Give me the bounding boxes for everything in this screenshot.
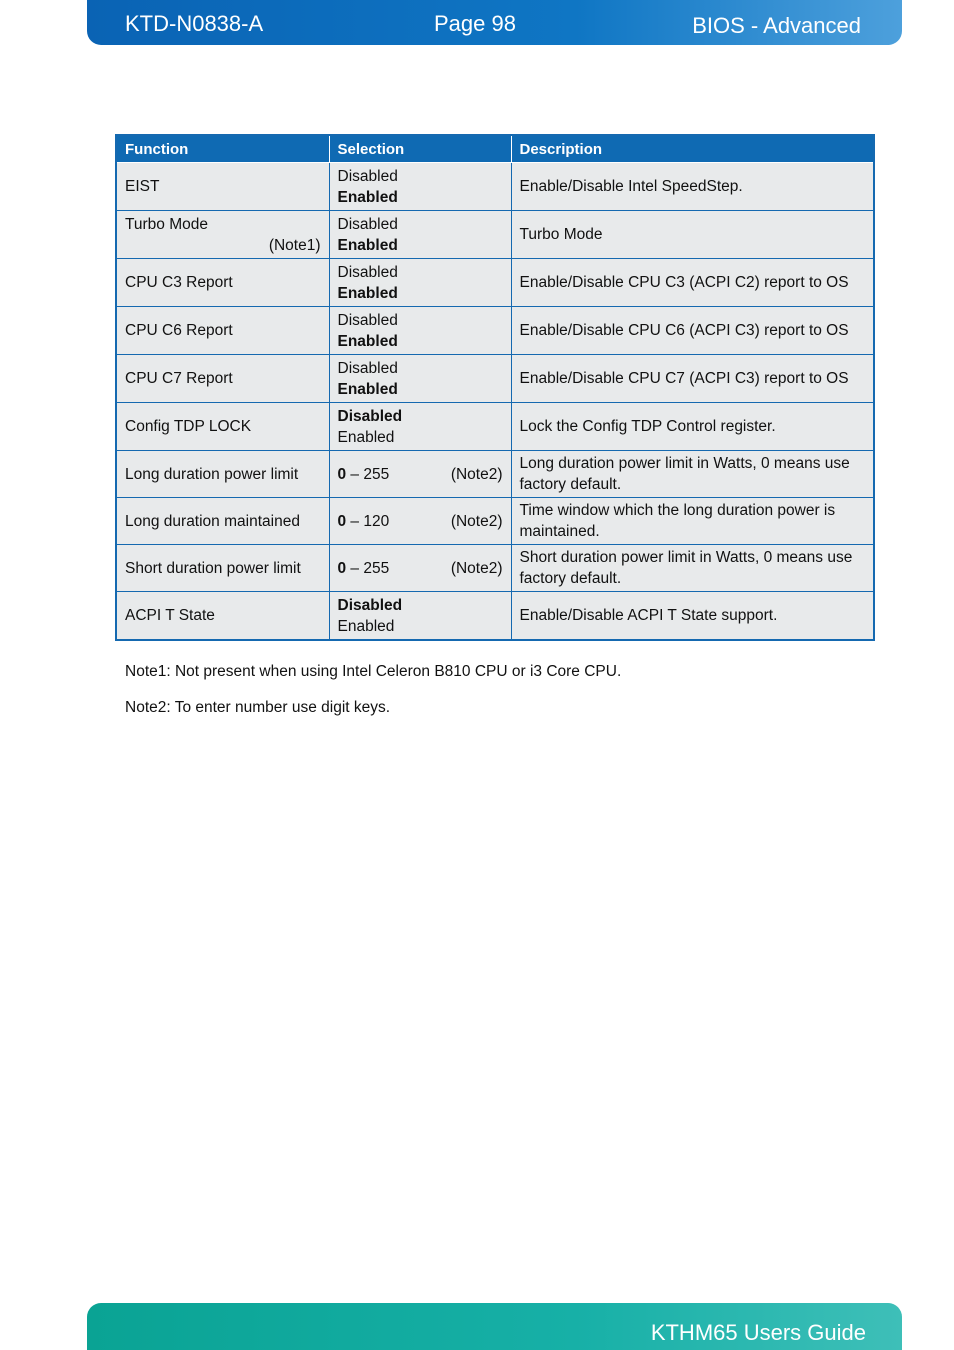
selection-cell xyxy=(329,163,511,211)
range-default: 0 xyxy=(337,559,347,577)
option-value: Disabled xyxy=(337,167,398,185)
document-id: KTD-N0838-A xyxy=(125,11,264,36)
function-cell: CPU C3 Report xyxy=(116,259,329,307)
function-cell: CPU C6 Report xyxy=(116,307,329,355)
function-note: (Note1) xyxy=(268,236,321,254)
note-1: Note1: Not present when using Intel Celeron B810 CPU or i3 Core CPU. xyxy=(125,663,622,680)
selection-cell xyxy=(329,307,511,355)
table-row xyxy=(116,307,874,355)
option-default-value: Enabled xyxy=(337,284,398,302)
option-value: Enabled xyxy=(337,617,395,635)
description-cell: Enable/Disable ACPI T State support. xyxy=(511,592,874,641)
table-row xyxy=(116,592,874,641)
selection-cell xyxy=(329,403,511,451)
description-cell: Enable/Disable CPU C6 (ACPI C3) report to OS xyxy=(511,307,874,355)
range-max: – 255 xyxy=(346,465,390,483)
table-row xyxy=(116,163,874,211)
section-title: BIOS - Advanced xyxy=(692,13,861,38)
table-row xyxy=(116,451,874,498)
description-cell: Short duration power limit in Watts, 0 means use factory default. xyxy=(511,545,874,592)
function-label: Turbo Mode xyxy=(125,215,208,233)
range-value xyxy=(338,558,503,579)
range-note: (Note2) xyxy=(450,512,503,530)
option-default-value: Enabled xyxy=(337,188,398,206)
table-row xyxy=(116,403,874,451)
table-row xyxy=(116,211,874,259)
range-default: 0 xyxy=(337,512,347,530)
option-value: Enabled xyxy=(337,428,395,446)
table-header-row xyxy=(116,135,874,163)
range-default: 0 xyxy=(337,465,347,483)
range-note: (Note2) xyxy=(450,559,503,577)
selection-cell xyxy=(329,592,511,641)
option-value: Disabled xyxy=(337,311,398,329)
function-cell: Config TDP LOCK xyxy=(116,403,329,451)
page-footer xyxy=(87,1303,902,1350)
column-header-selection: Selection xyxy=(329,135,511,163)
option-value: Disabled xyxy=(337,263,398,281)
column-header-description: Description xyxy=(511,135,874,163)
notes-section xyxy=(125,663,621,735)
function-cell: Long duration maintained xyxy=(116,498,329,545)
description-cell: Enable/Disable Intel SpeedStep. xyxy=(511,163,874,211)
function-cell xyxy=(116,211,329,259)
table-row xyxy=(116,355,874,403)
table-row xyxy=(116,259,874,307)
option-default-value: Disabled xyxy=(337,596,403,614)
option-default-value: Disabled xyxy=(337,407,403,425)
range-max: – 255 xyxy=(346,559,390,577)
page-header xyxy=(87,0,902,45)
option-default-value: Enabled xyxy=(337,380,398,398)
page-number: Page 98 xyxy=(434,11,516,36)
guide-title: KTHM65 Users Guide xyxy=(650,1320,866,1345)
bios-settings-table xyxy=(115,134,875,641)
selection-cell xyxy=(329,211,511,259)
description-cell: Lock the Config TDP Control register. xyxy=(511,403,874,451)
function-cell: EIST xyxy=(116,163,329,211)
function-cell: ACPI T State xyxy=(116,592,329,641)
description-cell: Turbo Mode xyxy=(511,211,874,259)
range-note: (Note2) xyxy=(450,465,503,483)
function-cell: Long duration power limit xyxy=(116,451,329,498)
selection-cell xyxy=(329,451,511,498)
range-value xyxy=(338,464,503,485)
note-2: Note2: To enter number use digit keys. xyxy=(125,699,391,716)
selection-cell xyxy=(329,545,511,592)
table-row xyxy=(116,545,874,592)
option-default-value: Enabled xyxy=(337,236,398,254)
range-value xyxy=(338,511,503,532)
selection-cell xyxy=(329,498,511,545)
option-value: Disabled xyxy=(337,359,398,377)
function-cell: Short duration power limit xyxy=(116,545,329,592)
function-cell: CPU C7 Report xyxy=(116,355,329,403)
option-default-value: Enabled xyxy=(337,332,398,350)
range-max: – 120 xyxy=(346,512,390,530)
description-cell: Long duration power limit in Watts, 0 means use factory default. xyxy=(511,451,874,498)
description-cell: Enable/Disable CPU C3 (ACPI C2) report to OS xyxy=(511,259,874,307)
selection-cell xyxy=(329,355,511,403)
description-cell: Time window which the long duration power is maintained. xyxy=(511,498,874,545)
selection-cell xyxy=(329,259,511,307)
table-row xyxy=(116,498,874,545)
column-header-function: Function xyxy=(116,135,329,163)
option-value: Disabled xyxy=(337,215,398,233)
description-cell: Enable/Disable CPU C7 (ACPI C3) report to OS xyxy=(511,355,874,403)
